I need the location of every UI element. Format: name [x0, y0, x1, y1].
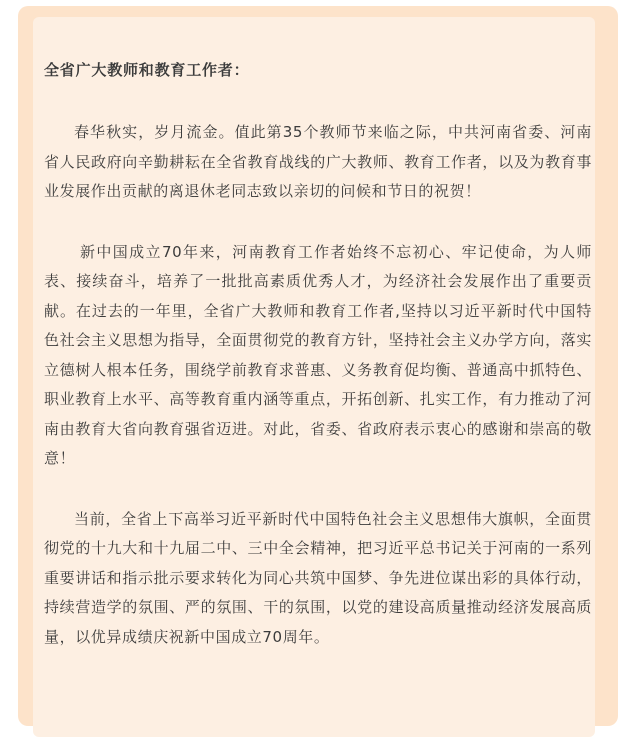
- letter-paragraph: 春华秋实，岁月流金。值此第35个教师节来临之际，中共河南省委、河南省人民政府向辛勤耕耘在全省教育战线的广大教师、教育工作者，以及为教育事业发展作出贡献的离退休老同志致以亲切的问候和节日的祝贺！: [44, 123, 592, 200]
- letter-paragraph: 新中国成立70年来，河南教育工作者始终不忘初心、牢记使命，为人师表、接续奋斗，培养了一批批高素质优秀人才，为经济社会发展作出了重要贡献。在过去的一年里，全省广大教师和教育工作者,坚持以习近平新时代中国特色社会主义思想为指导，全面贯彻党的教育方针，坚持社会主义办学方向，落实立德树人根本任务，围绕学前教育求普惠、义务教育促均衡、普通高中抓特色、职业教育上水平、高等教育重内涵等重点，开拓创新、扎实工作，有力推动了河南由教育大省向教育强省迈进。对此，省委、省政府表示衷心的感谢和崇高的敬意！: [44, 242, 592, 467]
- letter-salutation: 全省广大教师和教育工作者：: [44, 61, 250, 79]
- letter-paragraph: 当前，全省上下高举习近平新时代中国特色社会主义思想伟大旗帜，全面贯彻党的十九大和十九届二中、三中全会精神，把习近平总书记关于河南的一系列重要讲话和指示批示要求转化为同心共筑中国梦、争先进位谋出彩的具体行动，持续营造学的氛围、严的氛围、干的氛围，以党的建设高质量推动经济发展高质量，以优异成绩庆祝新中国成立70周年。: [44, 509, 592, 646]
- letter-body: [44, 55, 592, 652]
